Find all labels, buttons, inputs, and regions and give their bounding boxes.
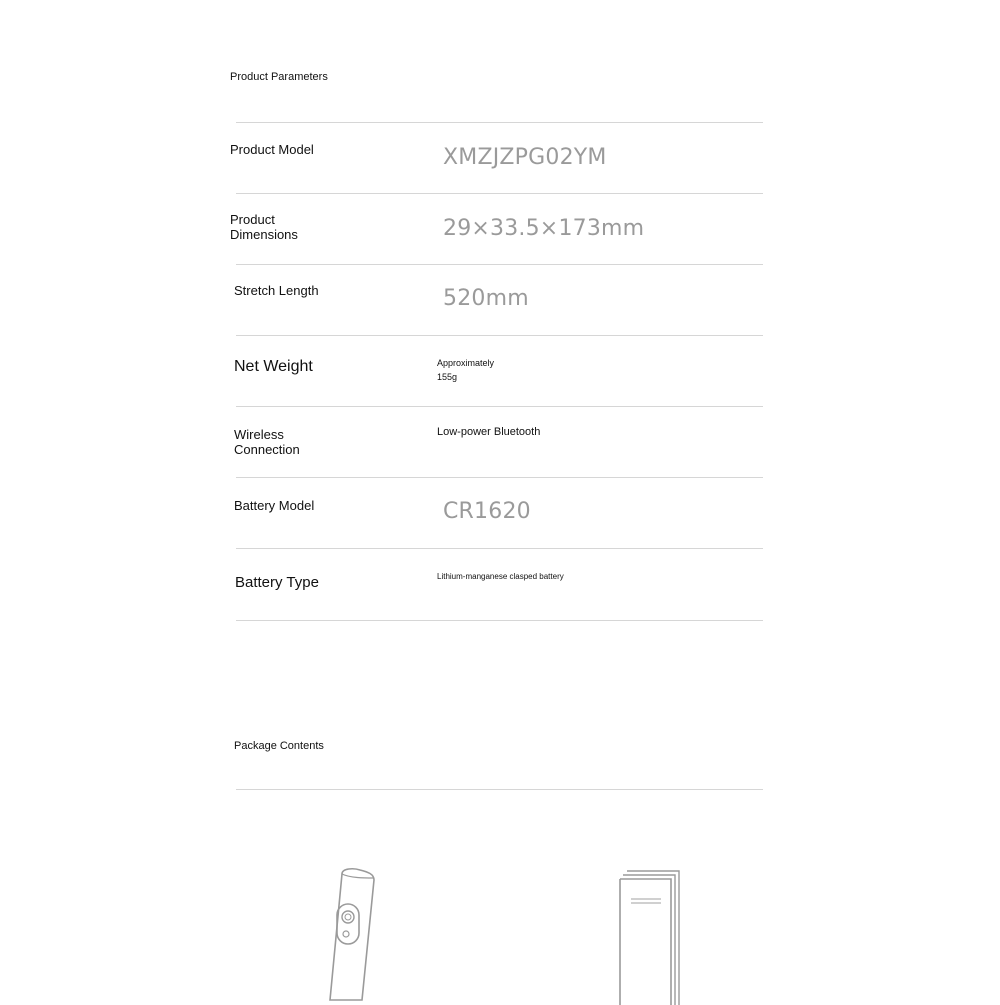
divider	[236, 620, 763, 621]
selfie-stick-icon	[320, 860, 390, 1000]
param-value-battery-model: CR1620	[443, 499, 531, 524]
param-value-wireless-connection: Low-power Bluetooth	[437, 426, 541, 438]
param-label-net-weight: Net Weight	[234, 358, 313, 375]
divider	[236, 122, 763, 123]
divider	[236, 335, 763, 336]
divider	[236, 477, 763, 478]
param-label-wireless-connection: Wireless Connection	[234, 427, 300, 457]
section-title: Product Parameters	[230, 71, 328, 83]
param-label-product-model: Product Model	[230, 142, 314, 157]
param-label-product-dimensions: Product Dimensions	[230, 212, 298, 242]
divider	[236, 548, 763, 549]
divider	[236, 193, 763, 194]
param-label-stretch-length: Stretch Length	[234, 283, 319, 298]
manual-booklet-icon	[615, 865, 690, 1005]
divider	[236, 406, 763, 407]
param-value-product-dimensions: 29×33.5×173mm	[443, 216, 645, 241]
param-value-product-model: XMZJZPG02YM	[443, 145, 607, 170]
param-label-battery-type: Battery Type	[235, 574, 319, 591]
param-label-battery-model: Battery Model	[234, 498, 315, 513]
divider	[236, 789, 763, 790]
param-value-net-weight: Approximately 155g	[437, 358, 495, 382]
divider	[236, 264, 763, 265]
param-value-battery-type: Lithium-manganese clasped battery	[437, 572, 564, 581]
param-value-stretch-length: 520mm	[443, 286, 529, 311]
package-title: Package Contents	[234, 740, 324, 752]
